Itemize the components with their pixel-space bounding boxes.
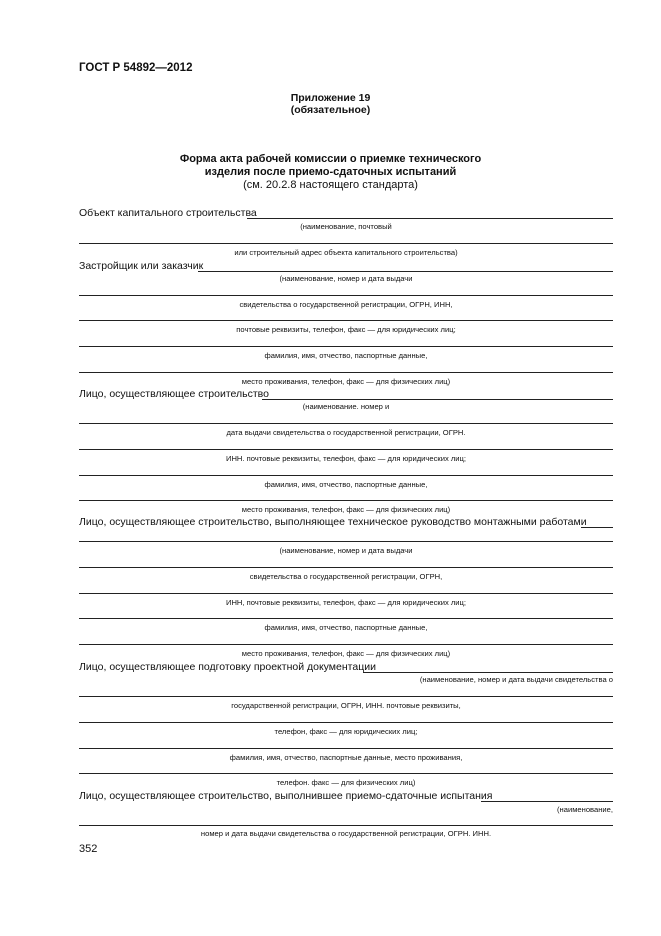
customer-hint-4: фамилия, имя, отчество, паспортные данные, [264, 351, 428, 360]
designer-hint-5: телефон. факс — для физических лиц) [276, 778, 416, 787]
designer-field[interactable] [363, 672, 613, 673]
customer-hint-1: (наименование, номер и дата выдачи [279, 274, 413, 283]
customer-hint-5: место проживания, телефон, факс — для физических лиц) [241, 377, 451, 386]
supervisor-field-2[interactable] [79, 541, 613, 542]
supervisor-field-6[interactable] [79, 644, 613, 645]
designer-hint-1: (наименование, номер и дата выдачи свидетельства о [419, 675, 613, 684]
supervisor-hint-1: (наименование, номер и дата выдачи [279, 546, 413, 555]
supervisor-hint-2: свидетельства о государственной регистрации, ОГРН, [249, 572, 443, 581]
customer-field[interactable] [198, 271, 613, 272]
designer-field-5[interactable] [79, 773, 613, 774]
customer-hint-2: свидетельства о государственной регистрации, ОГРН, ИНН, [239, 300, 453, 309]
designer-field-2[interactable] [79, 696, 613, 697]
customer-field-4[interactable] [79, 346, 613, 347]
supervisor-field[interactable] [581, 527, 613, 528]
supervisor-field-4[interactable] [79, 593, 613, 594]
builder-field-3[interactable] [79, 449, 613, 450]
designer-hint-3: телефон, факс — для юридических лиц; [274, 727, 418, 736]
page-number: 352 [79, 843, 98, 855]
supervisor-label: Лицо, осуществляющее строительство, выполняющее техническое руководство монтажными работами [79, 516, 587, 528]
title-reference: (см. 20.2.8 настоящего стандарта) [243, 179, 418, 191]
title-line-1: Форма акта рабочей комиссии о приемке технического [179, 153, 482, 165]
supervisor-hint-4: фамилия, имя, отчество, паспортные данные, [264, 623, 428, 632]
object-hint-2: или строительный адрес объекта капитального строительства) [234, 248, 458, 257]
designer-hint-4: фамилия, имя, отчество, паспортные данные, место проживания, [229, 753, 463, 762]
object-hint-1: (наименование, почтовый [300, 222, 392, 231]
supervisor-hint-5: место проживания, телефон, факс — для физических лиц) [241, 649, 451, 658]
supervisor-field-5[interactable] [79, 618, 613, 619]
customer-field-2[interactable] [79, 295, 613, 296]
supervisor-hint-3: ИНН, почтовые реквизиты, телефон, факс — для юридических лиц; [225, 598, 467, 607]
designer-label: Лицо, осуществляющее подготовку проектной документации [79, 661, 376, 673]
builder-field-4[interactable] [79, 475, 613, 476]
tester-hint-1: (наименование, [557, 805, 613, 814]
customer-hint-3: почтовые реквизиты, телефон, факс — для юридических лиц; [236, 325, 456, 334]
title-line-2: изделия после приемо-сдаточных испытаний [204, 166, 457, 178]
builder-hint-4: фамилия, имя, отчество, паспортные данные, [264, 480, 428, 489]
designer-field-4[interactable] [79, 748, 613, 749]
builder-field-2[interactable] [79, 423, 613, 424]
builder-hint-5: место проживания, телефон, факс — для физических лиц) [241, 505, 451, 514]
builder-hint-2: дата выдачи свидетельства о государственной регистрации, ОГРН. [226, 428, 466, 437]
customer-field-5[interactable] [79, 372, 613, 373]
customer-field-3[interactable] [79, 320, 613, 321]
builder-field-5[interactable] [79, 500, 613, 501]
designer-field-3[interactable] [79, 722, 613, 723]
appendix-status: (обязательное) [290, 104, 371, 116]
builder-hint-1: (наименование. номер и [302, 402, 390, 411]
tester-hint-2: номер и дата выдачи свидетельства о государственной регистрации, ОГРН. ИНН. [200, 829, 492, 838]
appendix-number: Приложение 19 [290, 92, 371, 104]
builder-label: Лицо, осуществляющее строительство [79, 388, 269, 400]
object-field-2[interactable] [79, 243, 613, 244]
tester-label: Лицо, осуществляющее строительство, выполнившее приемо-сдаточные испытания [79, 790, 493, 802]
builder-hint-3: ИНН. почтовые реквизиты, телефон, факс — для юридических лиц; [225, 454, 467, 463]
customer-label: Застройщик или заказчик [79, 260, 204, 272]
object-field[interactable] [247, 218, 613, 219]
builder-field[interactable] [262, 399, 613, 400]
standard-code: ГОСТ Р 54892—2012 [79, 62, 193, 74]
object-label: Объект капитального строительства [79, 207, 257, 219]
designer-hint-2: государственной регистрации, ОГРН, ИНН. почтовые реквизиты, [231, 701, 461, 710]
tester-field-2[interactable] [79, 825, 613, 826]
tester-field[interactable] [481, 801, 613, 802]
supervisor-field-3[interactable] [79, 567, 613, 568]
